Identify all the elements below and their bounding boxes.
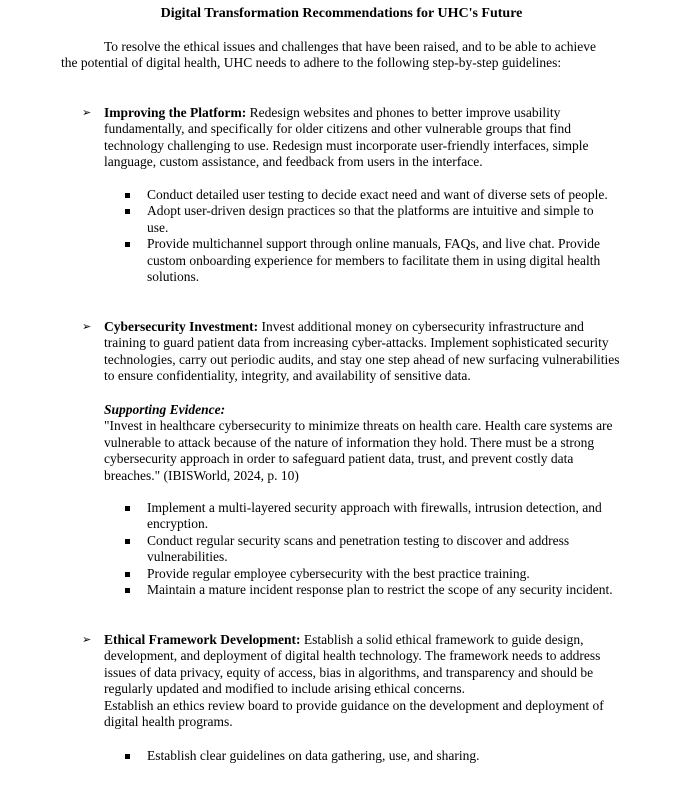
- section-heading: Improving the Platform:: [104, 105, 247, 120]
- square-bullet-icon: [125, 193, 130, 198]
- section-body: Redesign websites and phones to better improve usability fundamentally, and specifically for older citizens and other vulnerable groups that find technology challenging to use. Redesign must incorporate user-friendly interfaces, simple language, custom assistance, and feedback from users in the interface.: [104, 105, 589, 170]
- list-item: Provide regular employee cybersecurity with the best practice training.: [147, 566, 617, 582]
- square-bullet-icon: [125, 506, 130, 511]
- square-bullet-icon: [125, 572, 130, 577]
- square-bullet-icon: [125, 754, 130, 759]
- section-body: Establish a solid ethical framework to guide design, development, and deployment of digital health technology. The framework needs to address issues of data privacy, equity of access, bias in algorithms, and transparency and should be regularly updated and modified to include arising ethical concerns.: [104, 632, 601, 697]
- supporting-evidence: [104, 402, 624, 484]
- arrow-bullet-icon: ➢: [82, 320, 92, 333]
- section-improving-platform: [82, 105, 624, 171]
- list-item: Maintain a mature incident response plan to restrict the scope of any security incident.: [147, 582, 617, 598]
- bullet-list: [147, 187, 617, 285]
- bullet-list: [147, 748, 617, 764]
- section-paragraph: [104, 632, 624, 698]
- square-bullet-icon: [125, 539, 130, 544]
- square-bullet-icon: [125, 588, 130, 593]
- document-title: Digital Transformation Recommendations for UHC's Future: [160, 6, 523, 21]
- list-item: Provide multichannel support through online manuals, FAQs, and live chat. Provide custom onboarding experience for members to facilitate them in using digital health solutions.: [147, 236, 617, 285]
- list-item: Conduct detailed user testing to decide exact need and want of diverse sets of people.: [147, 187, 617, 203]
- evidence-quote: "Invest in healthcare cybersecurity to minimize threats on health care. Health care systems are vulnerable to attack because of the nature of information they hold. There must be a strong cybersecurity approach in order to safeguard patient data, trust, and prevent costly data breaches." (IBISWorld, 2024, p. 10): [104, 418, 613, 483]
- list-item: Adopt user-driven design practices so that the platforms are intuitive and simple to use.: [147, 203, 617, 236]
- square-bullet-icon: [125, 209, 130, 214]
- evidence-label: Supporting Evidence:: [104, 402, 226, 417]
- section-body: Invest additional money on cybersecurity infrastructure and training to guard patient data from increasing cyber-attacks. Implement sophisticated security technologies, carry out periodic audits, and stay one step ahead of new surfacing vulnerabilities to ensure confidentiality, integrity, and availability of sensitive data.: [104, 319, 620, 384]
- list-item: Establish clear guidelines on data gathering, use, and sharing.: [147, 748, 617, 764]
- section-paragraph: [104, 319, 624, 385]
- section-heading: Cybersecurity Investment:: [104, 319, 259, 334]
- list-item: Conduct regular security scans and penetration testing to discover and address vulnerabilities.: [147, 533, 617, 566]
- section-paragraph-2: Establish an ethics review board to provide guidance on the development and deployment of digital health programs.: [104, 697, 604, 730]
- list-item: Implement a multi-layered security approach with firewalls, intrusion detection, and encryption.: [147, 500, 617, 533]
- arrow-bullet-icon: ➢: [82, 106, 92, 119]
- intro-paragraph: To resolve the ethical issues and challenges that have been raised, and to be able to achieve the potential of digital health, UHC needs to adhere to the following step-by-step guidelines:: [61, 39, 596, 71]
- section-cybersecurity: [82, 319, 624, 385]
- bullet-list: [147, 500, 617, 598]
- section-heading: Ethical Framework Development:: [104, 632, 301, 647]
- arrow-bullet-icon: ➢: [82, 633, 92, 646]
- section-paragraph: [104, 105, 624, 171]
- square-bullet-icon: [125, 242, 130, 247]
- section-ethical-framework: [82, 632, 624, 730]
